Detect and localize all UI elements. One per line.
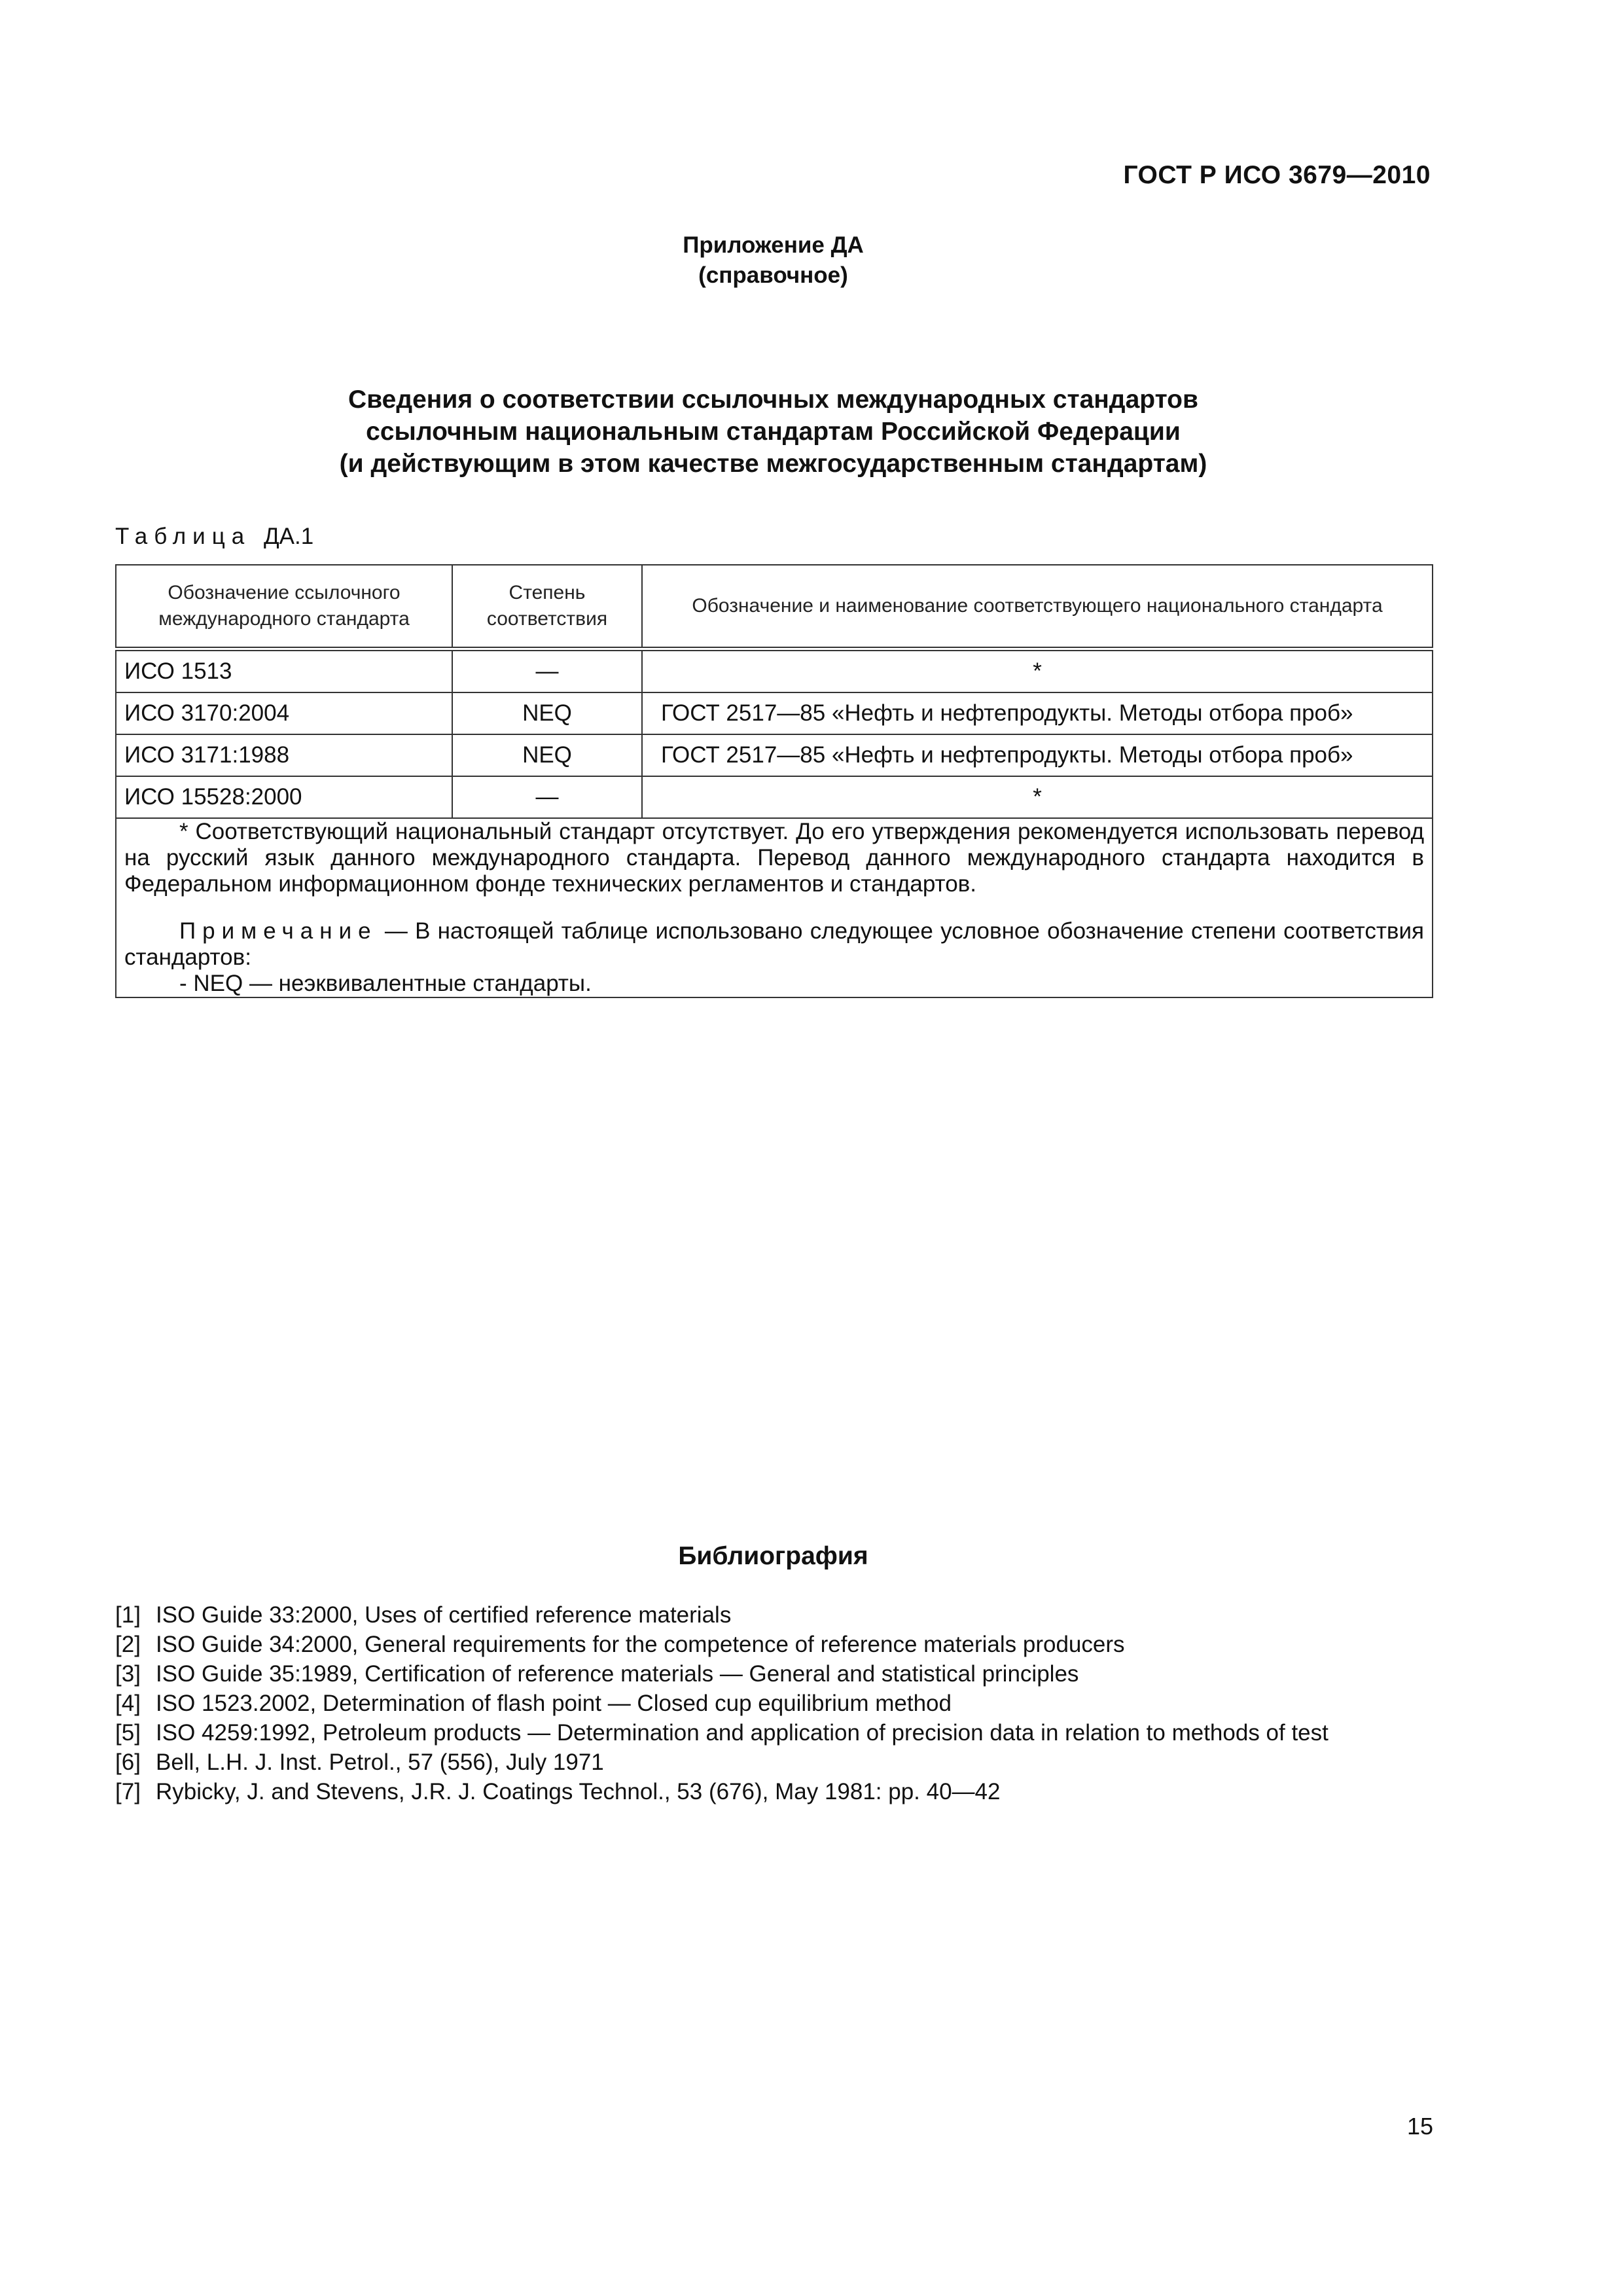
cell-degree: NEQ bbox=[452, 734, 642, 776]
bibliography-item bbox=[115, 1748, 1457, 1777]
reference-text: Rybicky, J. and Stevens, J.R. J. Coatings Technol., 53 (676), May 1981: pp. 40—42 bbox=[156, 1779, 1001, 1804]
reference-text: ISO 1523.2002, Determination of flash point — Closed cup equilibrium method bbox=[156, 1691, 952, 1716]
note-label: Примечание bbox=[179, 918, 378, 944]
cell-national-standard: ГОСТ 2517—85 «Нефть и нефтепродукты. Методы отбора проб» bbox=[642, 734, 1433, 776]
bibliography-item bbox=[115, 1659, 1457, 1689]
reference-number: [1] bbox=[115, 1602, 141, 1628]
bibliography-item bbox=[115, 1718, 1457, 1748]
correspondence-table bbox=[115, 564, 1433, 998]
section-title bbox=[0, 384, 1546, 480]
reference-number: [6] bbox=[115, 1749, 141, 1775]
reference-text: ISO Guide 35:1989, Certification of reference materials — General and statistical principles bbox=[156, 1661, 1079, 1687]
bibliography-title: Библиография bbox=[678, 1542, 868, 1570]
bibliography-item bbox=[115, 1630, 1457, 1659]
table-row bbox=[116, 692, 1433, 734]
header-national-standard: Обозначение и наименование соответствующего национального стандарта bbox=[642, 565, 1433, 649]
table-note bbox=[124, 918, 1424, 971]
cell-national-standard: * bbox=[642, 776, 1433, 818]
cell-intl-standard: ИСО 15528:2000 bbox=[116, 776, 452, 818]
reference-text: ISO 4259:1992, Petroleum products — Determination and application of precision data in relation to methods of test bbox=[156, 1720, 1329, 1746]
appendix-title: Приложение ДА bbox=[683, 232, 864, 258]
cell-intl-standard: ИСО 3171:1988 bbox=[116, 734, 452, 776]
cell-degree: NEQ bbox=[452, 692, 642, 734]
table-caption bbox=[115, 524, 313, 550]
cell-degree: — bbox=[452, 649, 642, 693]
reference-text: Bell, L.H. J. Inst. Petrol., 57 (556), July 1971 bbox=[156, 1749, 604, 1775]
cell-intl-standard: ИСО 1513 bbox=[116, 649, 452, 693]
cell-intl-standard: ИСО 3170:2004 bbox=[116, 692, 452, 734]
bibliography-item bbox=[115, 1600, 1457, 1630]
bibliography-item bbox=[115, 1777, 1457, 1806]
reference-number: [7] bbox=[115, 1779, 141, 1804]
table-row bbox=[116, 776, 1433, 818]
page-number: 15 bbox=[1406, 2113, 1433, 2140]
table-caption-label: Таблица bbox=[115, 524, 251, 549]
cell-degree: — bbox=[452, 776, 642, 818]
reference-number: [5] bbox=[115, 1720, 141, 1746]
table-header-row bbox=[116, 565, 1433, 649]
header-intl-standard: Обозначение ссылочного международного стандарта bbox=[116, 565, 452, 649]
cell-national-standard: * bbox=[642, 649, 1433, 693]
table-row bbox=[116, 734, 1433, 776]
section-title-line: Сведения о соответствии ссылочных международных стандартов bbox=[348, 386, 1198, 414]
cell-national-standard: ГОСТ 2517—85 «Нефть и нефтепродукты. Методы отбора проб» bbox=[642, 692, 1433, 734]
section-title-line: (и действующим в этом качестве межгосударственным стандартам) bbox=[339, 450, 1207, 478]
appendix-subtitle: (справочное) bbox=[698, 262, 848, 288]
header-degree: Степень соответствия bbox=[452, 565, 642, 649]
bibliography-list bbox=[115, 1600, 1457, 1806]
note-item: - NEQ — неэквивалентные стандарты. bbox=[179, 971, 592, 996]
reference-number: [4] bbox=[115, 1691, 141, 1716]
table-caption-number: ДА.1 bbox=[263, 524, 314, 549]
table-row bbox=[116, 649, 1433, 693]
note-text: — В настоящей таблице использовано следующее условное обозначение степени соответствия стандартов: bbox=[124, 918, 1424, 970]
reference-text: ISO Guide 33:2000, Uses of certified reference materials bbox=[156, 1602, 732, 1628]
reference-number: [2] bbox=[115, 1632, 141, 1657]
reference-number: [3] bbox=[115, 1661, 141, 1687]
appendix-heading bbox=[0, 230, 1546, 291]
bibliography-item bbox=[115, 1689, 1457, 1718]
reference-text: ISO Guide 34:2000, General requirements for the competence of reference materials producers bbox=[156, 1632, 1125, 1657]
section-title-line: ссылочным национальным стандартам Российской Федерации bbox=[366, 418, 1181, 446]
table-footnote: * Соответствующий национальный стандарт отсутствует. До его утверждения рекомендуется использовать перевод на русский язык данного международного стандарта. Перевод данного международного стандарта находится в Федеральном информационном фонде технических регламентов и стандартов. bbox=[124, 819, 1424, 897]
table-footnote-row bbox=[116, 818, 1433, 997]
document-code: ГОСТ Р ИСО 3679—2010 bbox=[1123, 161, 1431, 189]
table-footnote-cell bbox=[116, 818, 1433, 997]
